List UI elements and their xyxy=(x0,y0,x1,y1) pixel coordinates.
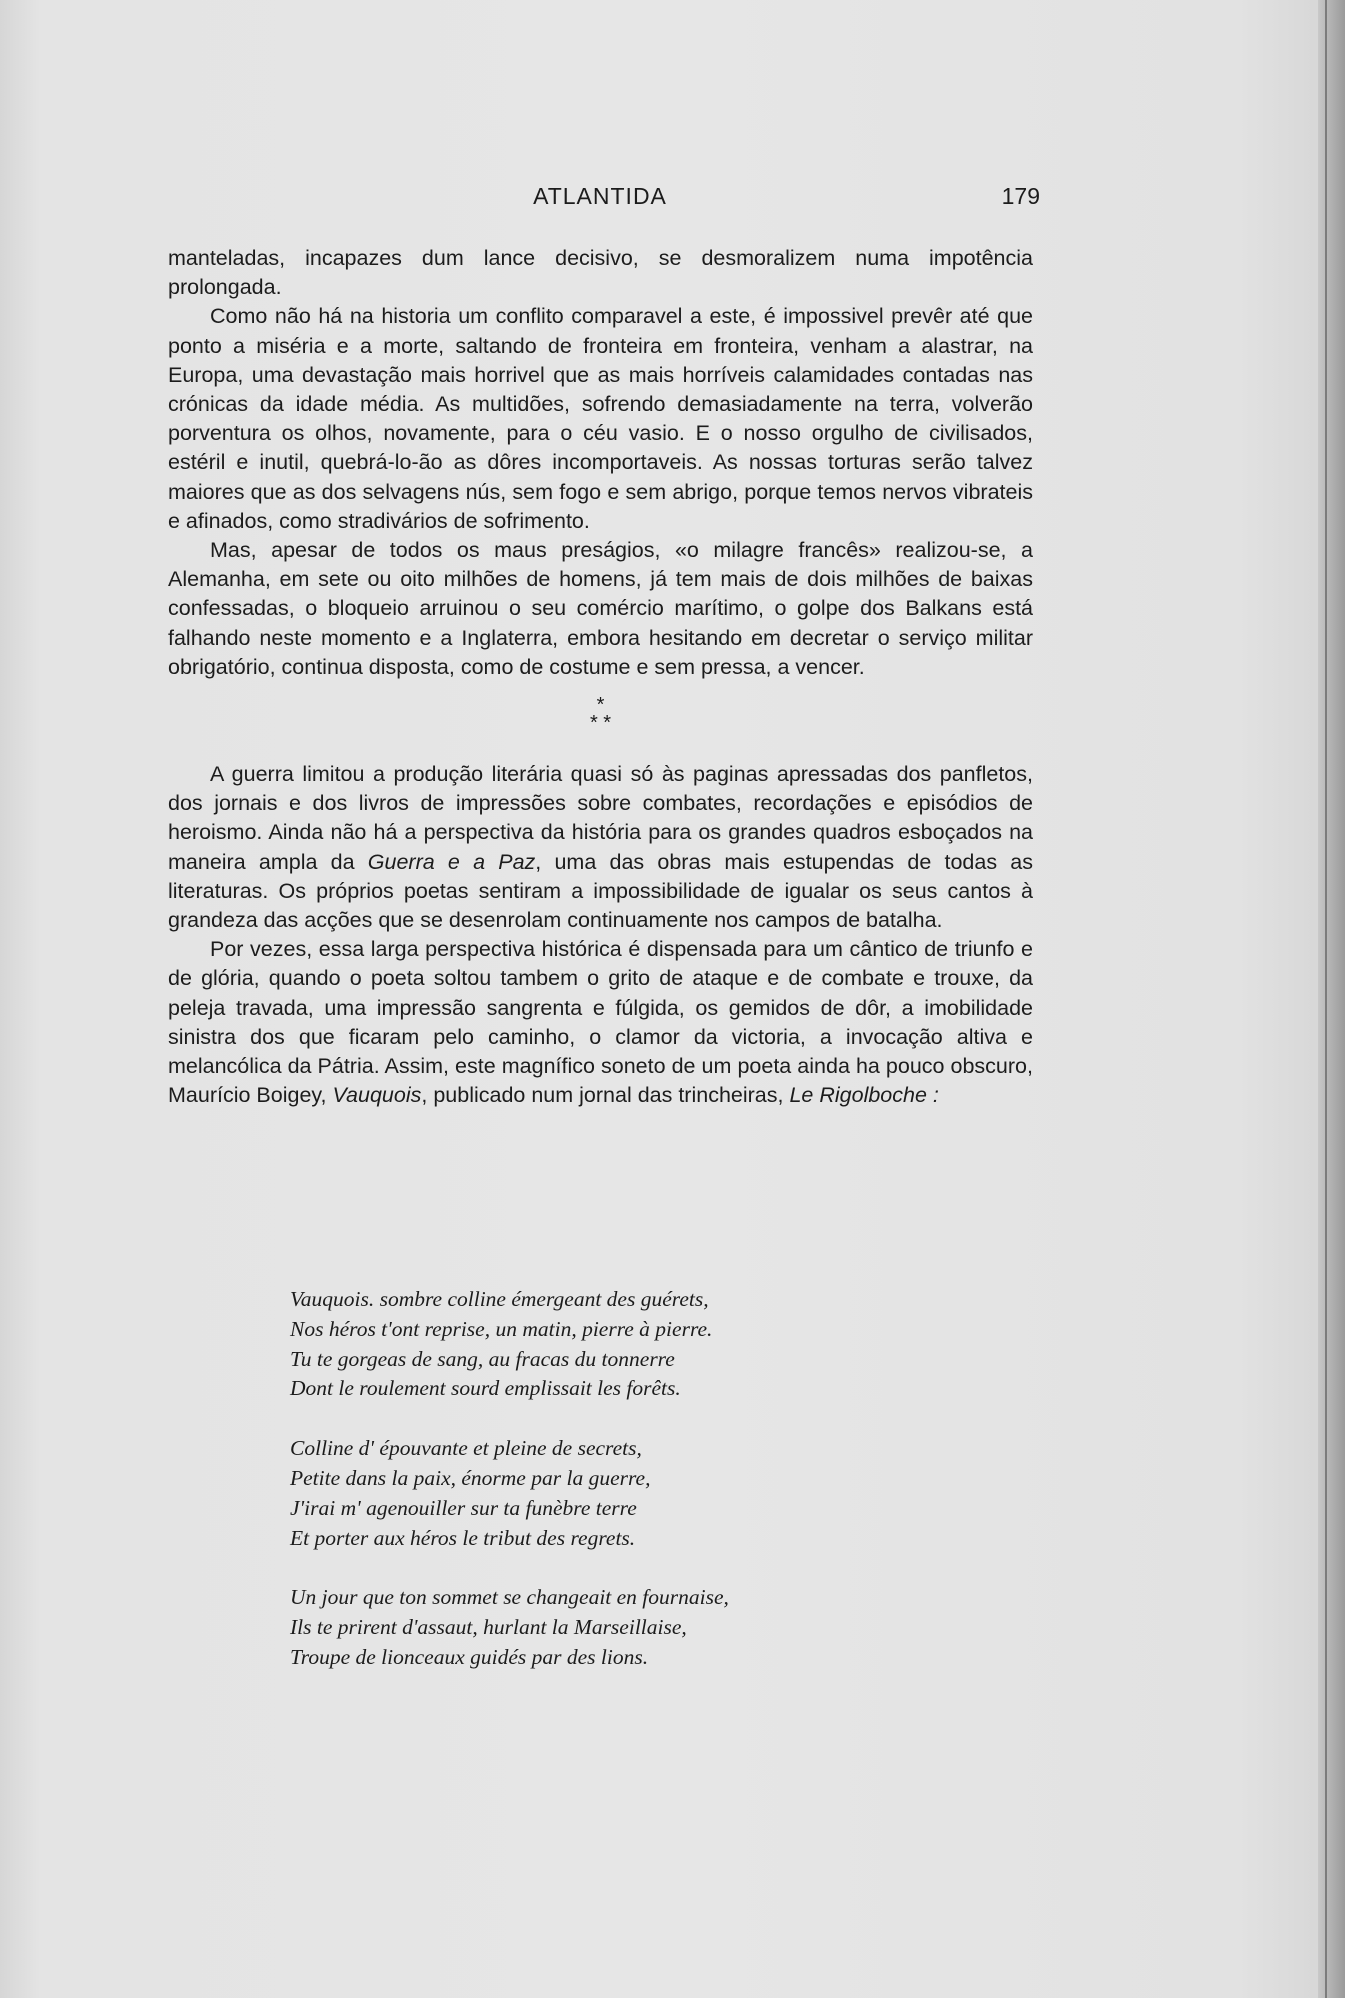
poem-line: Et porter aux héros le tribut des regrets. xyxy=(290,1525,636,1550)
sonnet xyxy=(290,1285,910,1703)
paragraph-3: Mas, apesar de todos os maus preságios, «o milagre francês» realizou-se, a Alemanha, em sete ou oito milhões de homens, já tem mais de dois milhões de baixas confessadas, o bloqueio arruinou o seu comércio marítimo, o golpe dos Balkans está falhando neste momento e a Inglaterra, embora hesitando em decretar o serviço militar obrigatório, continua disposta, como de costume e sem pressa, a vencer. xyxy=(168,538,1033,679)
paragraph-5-part-a: Por vezes, essa larga perspectiva histórica é dispensada para um cântico de triunfo e de glória, quando o poeta soltou tambem o grito de ataque e de combate e trouxe, da peleja travada, uma impressão sangrenta e fúlgida, os gemidos de dôr, a imobilidade sinistra dos que ficaram pelo caminho, o clamor da victoria, a invocação altiva e melancólica da Pátria. Assim, este magnífico soneto de um poeta ainda ha pouco obscuro, Maurício Boigey, xyxy=(168,937,1033,1108)
poem-line: Troupe de lionceaux guidés par des lions. xyxy=(290,1644,649,1669)
page-number: 179 xyxy=(1001,183,1040,209)
paragraph-4-part-b: , uma das obras mais estupendas de todas as literaturas. Os próprios poetas sentiram a impossibilidade de igualar os seus cantos à grandeza das acções que se desenrolam continuamente nos campos de batalha. xyxy=(168,849,1033,933)
poem-line: Ils te prirent d'assaut, hurlant la Marseillaise, xyxy=(290,1615,687,1640)
asterism-bottom: * * xyxy=(589,712,612,735)
poem-line: Tu te gorgeas de sang, au fracas du tonnerre xyxy=(290,1346,675,1371)
paragraph-2: Como não há na historia um conflito comparavel a este, é impossivel prevêr até que ponto a miséria e a morte, saltando de fronteira em fronteira, venham a alastrar, na Europa, uma devastação mais horrivel que as mais horríveis calamidades contadas nas crónicas da idade média. As multidões, sofrendo demasiadamente na terra, volverão porventura os olhos, novamente, para o céu vasio. E o nosso orgulho de civilisados, estéril e inutil, quebrá-lo-ão as dôres incomportaveis. As nossas torturas serão talvez maiores que as dos selvagens nús, sem fogo e sem abrigo, porque temos nervos vibrateis e afinados, como stradivários de sofrimento. xyxy=(168,304,1033,533)
page-binding-edge xyxy=(1318,0,1345,1998)
stanza-3 xyxy=(290,1583,910,1672)
journal-title: Le Rigolboche : xyxy=(789,1083,939,1108)
section-break-asterism xyxy=(168,694,1033,735)
poem-line: Nos héros t'ont reprise, un matin, pierre à pierre. xyxy=(290,1316,713,1341)
poem-line: J'irai m' agenouiller sur ta funèbre terre xyxy=(290,1495,637,1520)
poem-line: Dont le roulement sourd emplissait les forêts. xyxy=(290,1376,681,1401)
paragraph-5 xyxy=(168,935,1033,1110)
poem-line: Un jour que ton sommet se changeait en fournaise, xyxy=(290,1585,729,1610)
running-title: ATLANTIDA xyxy=(533,183,667,209)
poem-title-vauquois: Vauquois xyxy=(332,1083,422,1108)
paragraph-4-part-a: A guerra limitou a produção literária quasi só às paginas apressadas dos panfletos, dos jornais e dos livros de impressões sobre combates, recordações e episódios de heroismo. Ainda não há a perspectiva da história para os grandes quadros esboçados na maneira ampla da xyxy=(168,762,1033,874)
poem-line: Vauquois. sombre colline émergeant des guérets, xyxy=(290,1287,709,1311)
poem-line: Colline d' épouvante et pleine de secrets, xyxy=(290,1436,642,1461)
poem-line: Petite dans la paix, énorme par la guerre, xyxy=(290,1465,651,1490)
article-body xyxy=(168,244,1033,1110)
paragraph-5-part-b: , publicado num jornal das trincheiras, xyxy=(421,1083,790,1108)
page-header xyxy=(160,183,1040,215)
paragraph-1: manteladas, incapazes dum lance decisivo, se desmoralizem numa impotência prolongada. xyxy=(168,246,1033,300)
paragraph-4 xyxy=(168,760,1033,935)
page-edge-line xyxy=(1325,0,1327,1998)
stanza-2 xyxy=(290,1434,910,1553)
asterism-top: * xyxy=(596,694,605,717)
work-title-guerra-e-a-paz: Guerra e a Paz xyxy=(367,849,536,874)
stanza-1 xyxy=(290,1285,910,1404)
